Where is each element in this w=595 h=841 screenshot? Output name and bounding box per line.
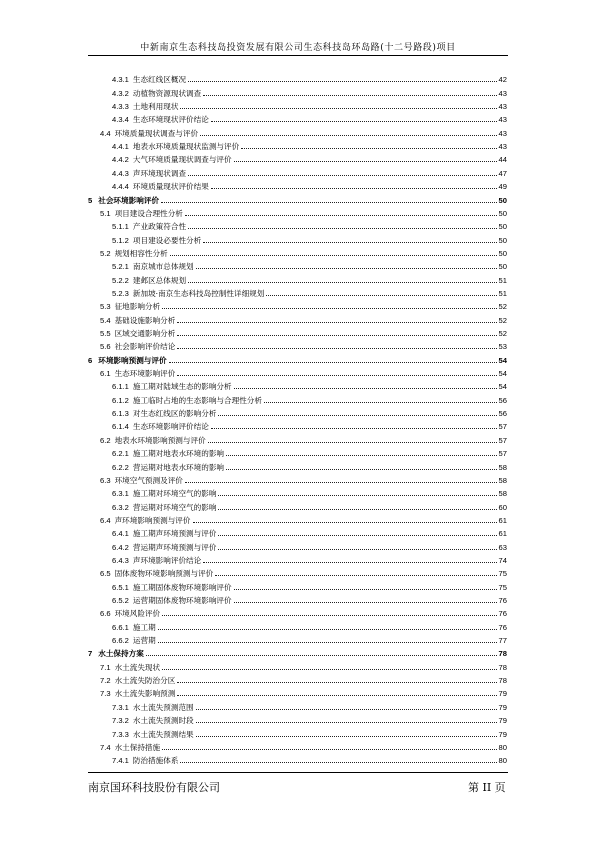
toc-entry[interactable]: [88, 71, 507, 84]
toc-entry-title: 防治措施体系: [132, 756, 179, 766]
toc-entry[interactable]: [88, 605, 507, 618]
toc-entry-number: 6.4.1: [112, 529, 129, 539]
toc-leader-dots: [177, 348, 496, 349]
toc-entry-page: 54: [498, 382, 507, 392]
toc-entry-page: 63: [498, 542, 507, 552]
toc-entry-number: 7.3.1: [112, 702, 129, 712]
toc-entry-page: 58: [498, 462, 507, 472]
toc-entry[interactable]: [88, 378, 507, 391]
toc-entry[interactable]: [88, 231, 507, 244]
toc-entry-page: 49: [498, 182, 507, 192]
toc-entry-page: 60: [498, 502, 507, 512]
toc-entry[interactable]: [88, 365, 507, 378]
toc-entry-title: 南京城市总体规划: [132, 262, 194, 272]
toc-entry-page: 52: [498, 329, 507, 339]
toc-leader-dots: [218, 495, 496, 496]
toc-entry[interactable]: [88, 658, 507, 671]
toc-leader-dots: [218, 415, 496, 416]
toc-entry-title: 生态红线区概况: [132, 75, 187, 85]
toc-entry-page: 77: [498, 636, 507, 646]
toc-entry-page: 43: [498, 128, 507, 138]
toc-leader-dots: [188, 282, 497, 283]
toc-leader-dots: [234, 161, 497, 162]
toc-entry-page: 43: [498, 115, 507, 125]
toc-entry[interactable]: [88, 525, 507, 538]
toc-entry-page: 80: [498, 742, 507, 752]
toc-leader-dots: [266, 295, 496, 296]
toc-entry[interactable]: [88, 84, 507, 97]
toc-entry-page: 43: [498, 142, 507, 152]
toc-leader-dots: [196, 722, 497, 723]
toc-entry-page: 79: [498, 689, 507, 699]
toc-entry-title: 施工期声环境预测与评价: [132, 529, 217, 539]
toc-entry-title: 社会环境影响评价: [98, 195, 159, 205]
toc-entry[interactable]: [88, 552, 507, 565]
toc-leader-dots: [211, 121, 497, 122]
toc-entry-number: 6.5.1: [112, 582, 129, 592]
toc-entry-title: 土地利用现状: [132, 102, 179, 112]
toc-entry-title: 施工期对地表水环境的影响: [132, 449, 225, 459]
toc-leader-dots: [188, 228, 497, 229]
toc-entry-page: 75: [498, 582, 507, 592]
toc-entry-number: 6.5: [100, 569, 111, 579]
toc-entry-number: 5.1: [100, 208, 111, 218]
toc-leader-dots: [203, 242, 496, 243]
toc-entry-number: 4.4.1: [112, 142, 129, 152]
toc-entry-title: 建邺区总体规划: [132, 275, 187, 285]
toc-entry-page: 78: [498, 662, 507, 672]
toc-entry-number: 6.4.2: [112, 542, 129, 552]
toc-entry-page: 57: [498, 422, 507, 432]
toc-entry[interactable]: [88, 298, 507, 311]
toc-entry[interactable]: [88, 111, 507, 124]
toc-leader-dots: [177, 375, 496, 376]
toc-leader-dots: [162, 749, 496, 750]
toc-entry[interactable]: [88, 725, 507, 738]
toc-leader-dots: [193, 522, 497, 523]
toc-entry[interactable]: [88, 405, 507, 418]
toc-entry[interactable]: [88, 271, 507, 284]
toc-entry-number: 6.1.1: [112, 382, 129, 392]
toc-entry-number: 5.5: [100, 329, 111, 339]
toc-entry-title: 环境质量现状调查与评价: [114, 128, 199, 138]
toc-entry[interactable]: [88, 485, 507, 498]
toc-leader-dots: [185, 215, 497, 216]
toc-entry-number: 5.2.3: [112, 288, 129, 298]
toc-entry[interactable]: [88, 685, 507, 698]
toc-entry-page: 56: [498, 395, 507, 405]
toc-entry-title: 社会影响评价结论: [114, 342, 176, 352]
toc-entry-page: 76: [498, 609, 507, 619]
toc-entry[interactable]: [88, 351, 507, 364]
toc-entry-page: 79: [498, 716, 507, 726]
footer-page-number: 第 II 页: [468, 781, 506, 794]
toc-entry-number: 6.1.2: [112, 395, 129, 405]
toc-entry-page: 50: [498, 222, 507, 232]
toc-entry-title: 运营期: [132, 636, 156, 646]
toc-leader-dots: [185, 482, 497, 483]
toc-entry-number: 6.6.2: [112, 636, 129, 646]
toc-entry-page: 50: [498, 248, 507, 258]
toc-entry[interactable]: [88, 578, 507, 591]
toc-entry-title: 水土保持方案: [98, 649, 144, 659]
toc-entry-number: 4.4.2: [112, 155, 129, 165]
toc-entry-title: 水土流失影响预测: [114, 689, 176, 699]
toc-leader-dots: [180, 108, 496, 109]
toc-entry[interactable]: [88, 205, 507, 218]
toc-entry-number: 7.4.1: [112, 756, 129, 766]
toc-entry-page: 54: [498, 355, 507, 365]
toc-entry-page: 78: [498, 676, 507, 686]
toc-entry-page: 44: [498, 155, 507, 165]
toc-entry-title: 营运期对环境空气的影响: [132, 502, 217, 512]
toc-entry-title: 对生态红线区的影响分析: [132, 409, 217, 419]
toc-entry-page: 42: [498, 75, 507, 85]
toc-leader-dots: [234, 388, 497, 389]
toc-entry-page: 43: [498, 102, 507, 112]
toc-leader-dots: [234, 589, 497, 590]
toc-entry-title: 声环境影响预测与评价: [114, 515, 191, 525]
toc-entry-number: 6.5.2: [112, 596, 129, 606]
toc-entry-number: 6.3: [100, 475, 111, 485]
toc-leader-dots: [264, 402, 497, 403]
toc-leader-dots: [211, 188, 497, 189]
toc-entry-title: 动植物资源现状调查: [132, 88, 202, 98]
toc-entry-number: 7: [88, 649, 93, 659]
toc-entry-page: 80: [498, 756, 507, 766]
toc-entry-number: 4.3.2: [112, 88, 129, 98]
toc-entry-page: 79: [498, 729, 507, 739]
toc-entry-title: 营运期声环境预测与评价: [132, 542, 217, 552]
toc-entry-title: 施工临时占地的生态影响与合理性分析: [132, 395, 262, 405]
toc-entry-title: 环境影响预测与评价: [98, 355, 167, 365]
toc-entry-title: 施工期固体废物环境影响评价: [132, 582, 232, 592]
toc-entry-number: 6.2: [100, 435, 111, 445]
toc-entry-title: 生态环境影响评价: [114, 369, 176, 379]
toc-entry-number: 5.2.2: [112, 275, 129, 285]
toc-entry[interactable]: [88, 311, 507, 324]
toc-leader-dots: [241, 148, 496, 149]
toc-entry[interactable]: [88, 752, 507, 765]
toc-leader-dots: [162, 669, 496, 670]
toc-entry-title: 新加坡·南京生态科技岛控制性详细规划: [132, 288, 265, 298]
toc-entry-page: 58: [498, 475, 507, 485]
toc-leader-dots: [146, 655, 497, 656]
toc-leader-dots: [218, 535, 496, 536]
toc-entry-number: 6.1: [100, 369, 111, 379]
toc-entry-title: 水土流失预测结果: [132, 729, 194, 739]
toc-leader-dots: [162, 615, 496, 616]
toc-leader-dots: [196, 736, 497, 737]
toc-entry-number: 5: [88, 195, 93, 205]
toc-entry[interactable]: [88, 739, 507, 752]
toc-entry-number: 6.6: [100, 609, 111, 619]
toc-leader-dots: [162, 308, 496, 309]
toc-entry-title: 地表水环境影响预测与评价: [114, 435, 206, 445]
toc-entry-number: 6.4: [100, 515, 111, 525]
toc-entry-number: 7.3.2: [112, 716, 129, 726]
toc-entry-title: 生态环境现状评价结论: [132, 115, 209, 125]
toc-entry[interactable]: [88, 512, 507, 525]
toc-entry-page: 76: [498, 622, 507, 632]
toc-entry-number: 7.4: [100, 742, 111, 752]
toc-entry-title: 大气环境质量现状调查与评价: [132, 155, 232, 165]
toc-entry[interactable]: [88, 391, 507, 404]
toc-entry-page: 58: [498, 489, 507, 499]
toc-entry[interactable]: [88, 698, 507, 711]
toc-entry-number: 6.1.3: [112, 409, 129, 419]
toc-entry-page: 51: [498, 288, 507, 298]
toc-entry-title: 施工期对环境空气的影响: [132, 489, 217, 499]
toc-entry-title: 声环境影响评价结论: [132, 555, 202, 565]
toc-entry[interactable]: [88, 592, 507, 605]
toc-entry-number: 6.6.1: [112, 622, 129, 632]
toc-entry-number: 6: [88, 355, 93, 365]
toc-entry-title: 环境质量现状评价结果: [132, 182, 209, 192]
toc-entry-title: 水土流失预测时段: [132, 716, 194, 726]
toc-entry-title: 营运期对地表水环境的影响: [132, 462, 225, 472]
toc-entry[interactable]: [88, 445, 507, 458]
toc-entry[interactable]: [88, 178, 507, 191]
toc-entry-number: 6.2.1: [112, 449, 129, 459]
toc-entry[interactable]: [88, 538, 507, 551]
toc-entry-page: 50: [498, 195, 507, 205]
toc-entry-page: 54: [498, 369, 507, 379]
toc-leader-dots: [196, 268, 497, 269]
toc-entry-page: 53: [498, 342, 507, 352]
toc-entry-title: 环境空气预测及评价: [114, 475, 183, 485]
toc-leader-dots: [161, 202, 497, 203]
toc-entry-number: 5.1.2: [112, 235, 129, 245]
toc-entry[interactable]: [88, 712, 507, 725]
toc-entry[interactable]: [88, 458, 507, 471]
toc-entry-page: 50: [498, 235, 507, 245]
toc-leader-dots: [196, 709, 497, 710]
toc-entry[interactable]: [88, 258, 507, 271]
toc-entry-title: 水土流失现状: [114, 662, 161, 672]
toc-entry[interactable]: [88, 632, 507, 645]
toc-entry-title: 区域交通影响分析: [114, 329, 176, 339]
toc-entry[interactable]: [88, 472, 507, 485]
toc-entry-number: 4.3.3: [112, 102, 129, 112]
toc-entry-page: 52: [498, 315, 507, 325]
toc-entry-number: 6.4.3: [112, 555, 129, 565]
toc-leader-dots: [203, 95, 496, 96]
toc-entry-title: 声环境现状调查: [132, 168, 187, 178]
footer-rule: [88, 772, 508, 773]
toc-leader-dots: [177, 335, 496, 336]
toc-entry-page: 79: [498, 702, 507, 712]
toc-entry-page: 52: [498, 302, 507, 312]
toc-entry-number: 7.3.3: [112, 729, 129, 739]
toc-entry[interactable]: [88, 245, 507, 258]
toc-entry-title: 施工期: [132, 622, 156, 632]
toc-entry-number: 5.6: [100, 342, 111, 352]
toc-leader-dots: [234, 602, 497, 603]
toc-entry-number: 5.3: [100, 302, 111, 312]
toc-entry-title: 项目建设合理性分析: [114, 208, 183, 218]
toc-entry-title: 基础设施影响分析: [114, 315, 176, 325]
toc-leader-dots: [188, 175, 497, 176]
toc-entry-number: 5.2.1: [112, 262, 129, 272]
toc-entry-title: 运营期固体废物环境影响评价: [132, 596, 232, 606]
toc-entry-number: 7.3: [100, 689, 111, 699]
toc-entry-page: 43: [498, 88, 507, 98]
toc-entry-number: 4.4: [100, 128, 111, 138]
toc-entry-number: 6.2.2: [112, 462, 129, 472]
toc-entry-title: 水土保持措施: [114, 742, 161, 752]
toc-entry[interactable]: [88, 618, 507, 631]
toc-entry-page: 75: [498, 569, 507, 579]
toc-entry[interactable]: [88, 164, 507, 177]
toc-leader-dots: [177, 682, 496, 683]
toc-entry-title: 固体废物环境影响预测与评价: [114, 569, 214, 579]
toc-entry[interactable]: [88, 218, 507, 231]
toc-leader-dots: [200, 135, 496, 136]
toc-leader-dots: [177, 695, 496, 696]
toc-entry[interactable]: [88, 325, 507, 338]
toc-entry-title: 生态环境影响评价结论: [132, 422, 209, 432]
toc-entry-title: 规划相容性分析: [114, 248, 168, 258]
toc-entry-page: 50: [498, 208, 507, 218]
toc-entry-title: 环境风险评价: [114, 609, 161, 619]
toc-entry-number: 4.3.4: [112, 115, 129, 125]
footer-company: 南京国环科技股份有限公司: [88, 781, 220, 794]
page-header: 中新南京生态科技岛投资发展有限公司生态科技岛环岛路(十二号路段)项目: [140, 43, 456, 53]
toc-entry-page: 47: [498, 168, 507, 178]
toc-leader-dots: [211, 428, 497, 429]
toc-entry[interactable]: [88, 338, 507, 351]
toc-entry-number: 4.3.1: [112, 75, 129, 85]
toc-entry[interactable]: [88, 431, 507, 444]
toc-entry-title: 水土流失防治分区: [114, 676, 176, 686]
toc-entry-title: 征地影响分析: [114, 302, 161, 312]
toc-entry-page: 61: [498, 529, 507, 539]
toc-entry[interactable]: [88, 645, 507, 658]
toc-leader-dots: [226, 455, 497, 456]
toc-entry[interactable]: [88, 498, 507, 511]
toc-leader-dots: [169, 362, 497, 363]
toc-entry-number: 5.2: [100, 248, 111, 258]
toc-entry-title: 地表水环境质量现状监测与评价: [132, 142, 240, 152]
toc-entry-title: 施工期对陆域生态的影响分析: [132, 382, 232, 392]
toc-entry-page: 56: [498, 409, 507, 419]
header-rule: [88, 55, 508, 56]
toc-entry[interactable]: [88, 191, 507, 204]
toc-entry-page: 50: [498, 262, 507, 272]
toc-entry-title: 产业政策符合性: [132, 222, 187, 232]
toc-entry-number: 5.1.1: [112, 222, 129, 232]
toc-entry-page: 61: [498, 515, 507, 525]
toc-entry-number: 4.4.3: [112, 168, 129, 178]
toc-entry[interactable]: [88, 98, 507, 111]
toc-leader-dots: [177, 322, 496, 323]
toc-entry-number: 4.4.4: [112, 182, 129, 192]
toc-entry[interactable]: [88, 672, 507, 685]
toc-leader-dots: [226, 469, 497, 470]
toc-entry-title: 项目建设必要性分析: [132, 235, 202, 245]
toc-entry-number: 5.4: [100, 315, 111, 325]
toc-entry[interactable]: [88, 418, 507, 431]
toc-leader-dots: [215, 575, 496, 576]
toc-entry-number: 6.3.2: [112, 502, 129, 512]
toc-leader-dots: [203, 562, 496, 563]
toc-entry-number: 7.1: [100, 662, 111, 672]
toc-entry-page: 57: [498, 435, 507, 445]
toc-entry-page: 74: [498, 555, 507, 565]
toc-entry-page: 78: [498, 649, 507, 659]
toc-entry-page: 76: [498, 596, 507, 606]
toc-leader-dots: [158, 642, 497, 643]
toc-entry-page: 57: [498, 449, 507, 459]
toc-entry[interactable]: [88, 138, 507, 151]
toc-leader-dots: [170, 255, 497, 256]
toc-entry[interactable]: [88, 565, 507, 578]
toc-entry-number: 6.3.1: [112, 489, 129, 499]
toc-entry-number: 6.1.4: [112, 422, 129, 432]
toc-leader-dots: [218, 549, 496, 550]
toc-leader-dots: [180, 762, 496, 763]
toc-leader-dots: [218, 509, 496, 510]
toc-leader-dots: [208, 442, 497, 443]
toc-entry[interactable]: [88, 124, 507, 137]
toc-entry-number: 7.2: [100, 676, 111, 686]
toc-entry-title: 水土流失预测范围: [132, 702, 194, 712]
toc-entry-page: 51: [498, 275, 507, 285]
toc-leader-dots: [158, 629, 497, 630]
toc-leader-dots: [188, 81, 497, 82]
toc-entry[interactable]: [88, 151, 507, 164]
toc-entry[interactable]: [88, 285, 507, 298]
